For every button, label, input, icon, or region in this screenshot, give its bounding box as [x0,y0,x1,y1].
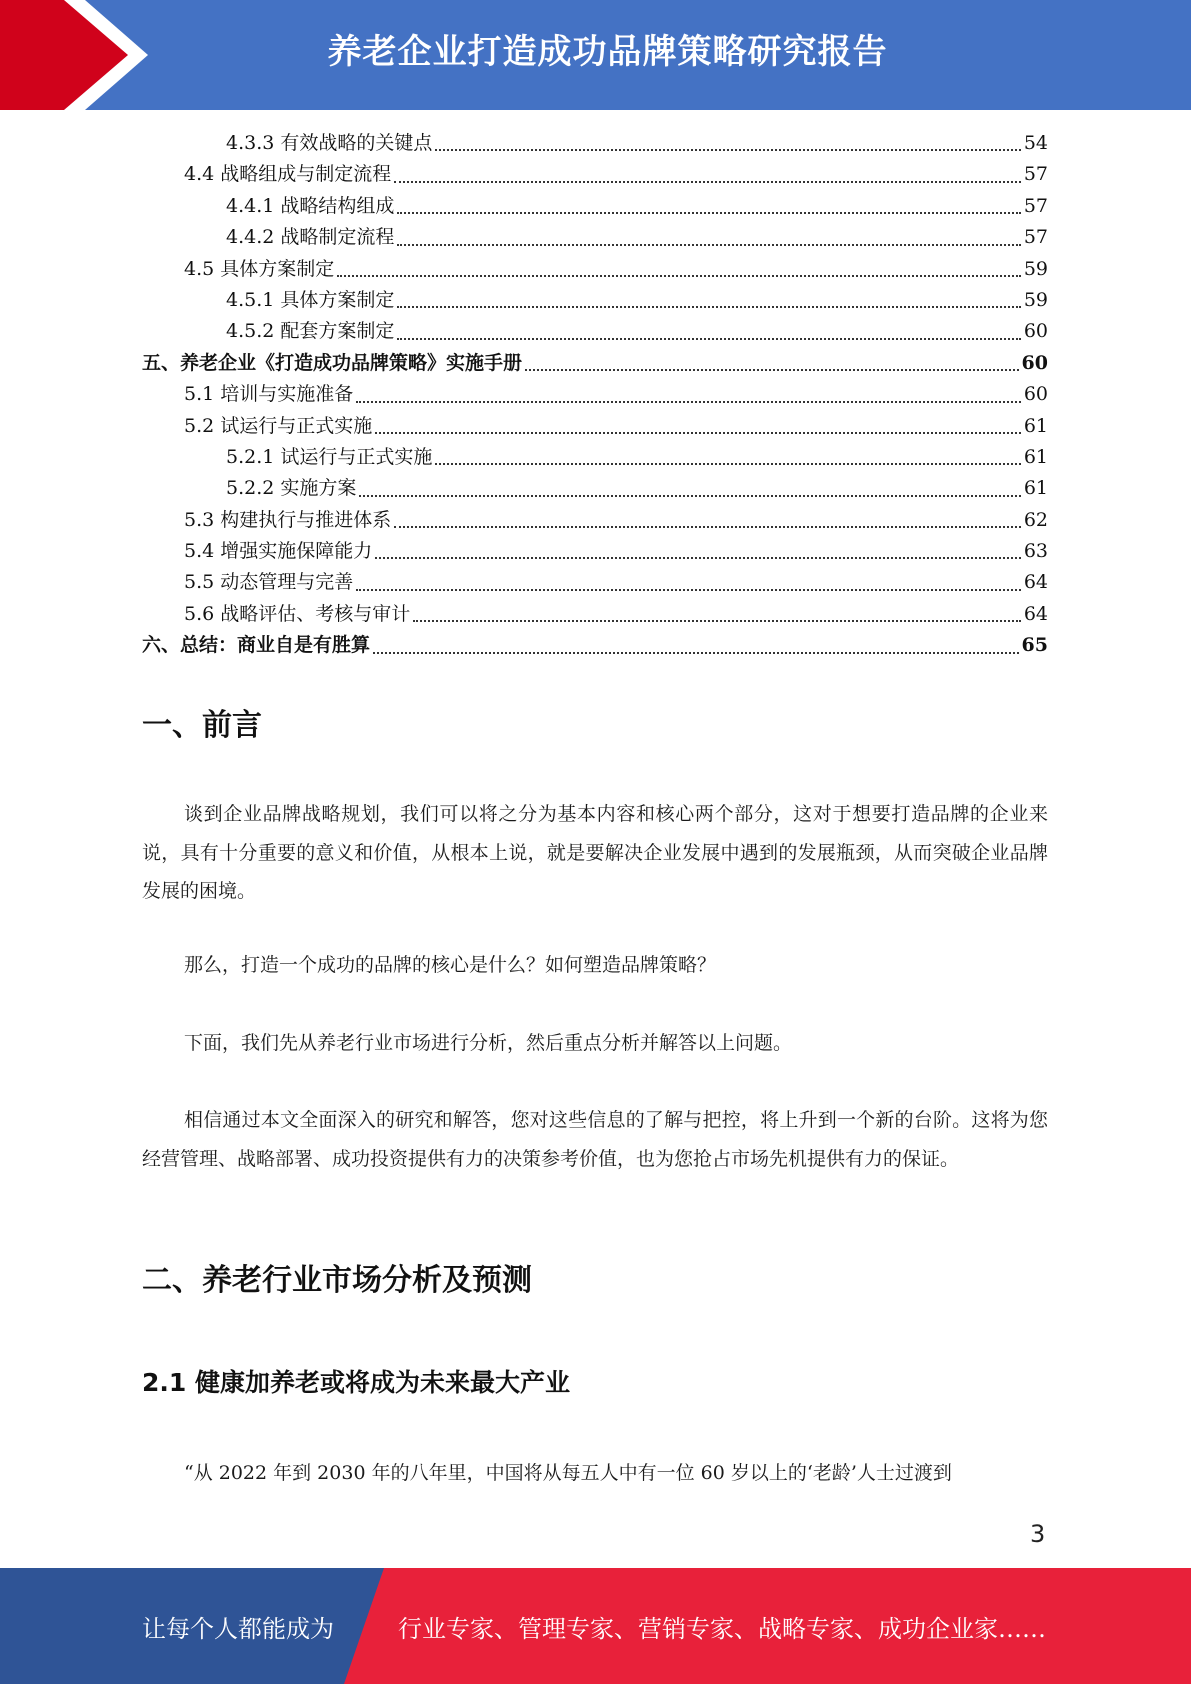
toc-entry-page: 61 [1023,445,1048,468]
toc-entry[interactable] [142,599,1048,630]
toc-entry-page: 59 [1023,257,1048,280]
toc-entry-page: 61 [1023,414,1048,437]
toc-leader-dots [375,432,1021,434]
toc-entry[interactable] [142,191,1048,222]
toc-entry-page: 57 [1023,163,1048,186]
paragraph: 下面，我们先从养老行业市场进行分析，然后重点分析并解答以上问题。 [184,1032,793,1054]
toc-entry-label: 5.1 培训与实施准备 [184,383,354,406]
toc-entry-page: 63 [1023,540,1048,563]
toc-entry-page: 64 [1023,602,1048,625]
toc-leader-dots [337,275,1021,277]
toc-entry[interactable] [142,379,1048,410]
toc-entry-label: 5.6 战略评估、考核与审计 [184,602,411,625]
toc-entry-page: 57 [1023,194,1048,217]
section-heading-preface: 一、前言 [142,708,262,743]
toc-entry-page: 64 [1023,571,1048,594]
toc-entry-label: 5.3 构建执行与推进体系 [184,508,392,531]
paragraph: “从 2022 年到 2030 年的八年里，中国将从每五人中有一位 60 岁以上的‘老龄’人士过渡到 [184,1462,952,1484]
toc-entry-page: 59 [1023,288,1048,311]
toc-leader-dots [394,181,1021,183]
toc-entry-label: 4.4.1 战略结构组成 [226,194,395,217]
toc-leader-dots [397,244,1020,246]
toc-entry-label: 五、养老企业《打造成功品牌策略》实施手册 [142,351,523,374]
toc-entry-page: 61 [1023,477,1048,500]
section-heading-market: 二、养老行业市场分析及预测 [142,1263,532,1298]
paragraph: 谈到企业品牌战略规划，我们可以将之分为基本内容和核心两个部分，这对于想要打造品牌的企业来说，具有十分重要的意义和价值，从根本上说，就是要解决企业发展中遇到的发展瓶颈，从而突破企业品牌发展的困境。 [142,803,1048,902]
toc-entry-label: 4.5 具体方案制定 [184,257,335,280]
toc-leader-dots [397,212,1020,214]
toc-leader-dots [356,401,1021,403]
toc-entry[interactable] [142,254,1048,285]
toc-entry-label: 5.2.2 实施方案 [226,477,357,500]
toc-entry[interactable] [142,348,1048,379]
toc-leader-dots [394,526,1021,528]
toc-entry-label: 4.5.1 具体方案制定 [226,288,395,311]
subsection-heading: 2.1 健康加养老或将成为未来最大产业 [142,1368,570,1397]
toc-entry-label: 5.2 试运行与正式实施 [184,414,373,437]
toc-leader-dots [397,338,1020,340]
toc-entry[interactable] [142,473,1048,504]
footer-slogan-left: 让每个人都能成为 [142,1615,334,1643]
toc-entry-label: 5.2.1 试运行与正式实施 [226,445,433,468]
table-of-contents [142,128,1048,662]
toc-entry-page: 54 [1023,131,1048,154]
toc-entry[interactable] [142,411,1048,442]
toc-entry[interactable] [142,316,1048,347]
toc-entry-page: 57 [1023,226,1048,249]
toc-entry-page: 60 [1023,383,1048,406]
toc-entry[interactable] [142,159,1048,190]
toc-entry-page: 62 [1023,508,1048,531]
toc-leader-dots [356,589,1021,591]
toc-leader-dots [359,495,1020,497]
toc-leader-dots [413,620,1021,622]
toc-entry-page: 60 [1021,351,1048,374]
toc-entry-label: 4.5.2 配套方案制定 [226,320,395,343]
toc-entry[interactable] [142,442,1048,473]
toc-entry-label: 5.5 动态管理与完善 [184,571,354,594]
toc-entry[interactable] [142,128,1048,159]
toc-entry[interactable] [142,630,1048,661]
page-header [0,0,1191,110]
toc-entry-page: 65 [1021,634,1048,657]
toc-entry-label: 4.4.2 战略制定流程 [226,226,395,249]
toc-entry-label: 4.4 战略组成与制定流程 [184,163,392,186]
toc-entry[interactable] [142,222,1048,253]
toc-entry-label: 4.3.3 有效战略的关键点 [226,131,433,154]
paragraph: 相信通过本文全面深入的研究和解答，您对这些信息的了解与把控，将上升到一个新的台阶。这将为您经营管理、战略部署、成功投资提供有力的决策参考价值，也为您抢占市场先机提供有力的保证。 [142,1109,1048,1170]
toc-leader-dots [373,652,1019,654]
report-title: 养老企业打造成功品牌策略研究报告 [327,32,888,72]
toc-leader-dots [525,369,1019,371]
toc-entry-page: 60 [1023,320,1048,343]
toc-leader-dots [435,463,1020,465]
page-footer [0,1568,1191,1684]
toc-entry[interactable] [142,567,1048,598]
toc-entry[interactable] [142,505,1048,536]
toc-leader-dots [375,557,1021,559]
toc-entry[interactable] [142,285,1048,316]
toc-entry-label: 5.4 增强实施保障能力 [184,540,373,563]
toc-leader-dots [397,306,1020,308]
toc-entry-label: 六、总结：商业自是有胜算 [142,634,371,657]
toc-leader-dots [435,149,1020,151]
page-number: 3 [1030,1520,1046,1548]
paragraph: 那么，打造一个成功的品牌的核心是什么？如何塑造品牌策略？ [184,954,717,976]
footer-slogan-right: 行业专家、管理专家、营销专家、战略专家、成功企业家…… [398,1615,1046,1643]
toc-entry[interactable] [142,536,1048,567]
